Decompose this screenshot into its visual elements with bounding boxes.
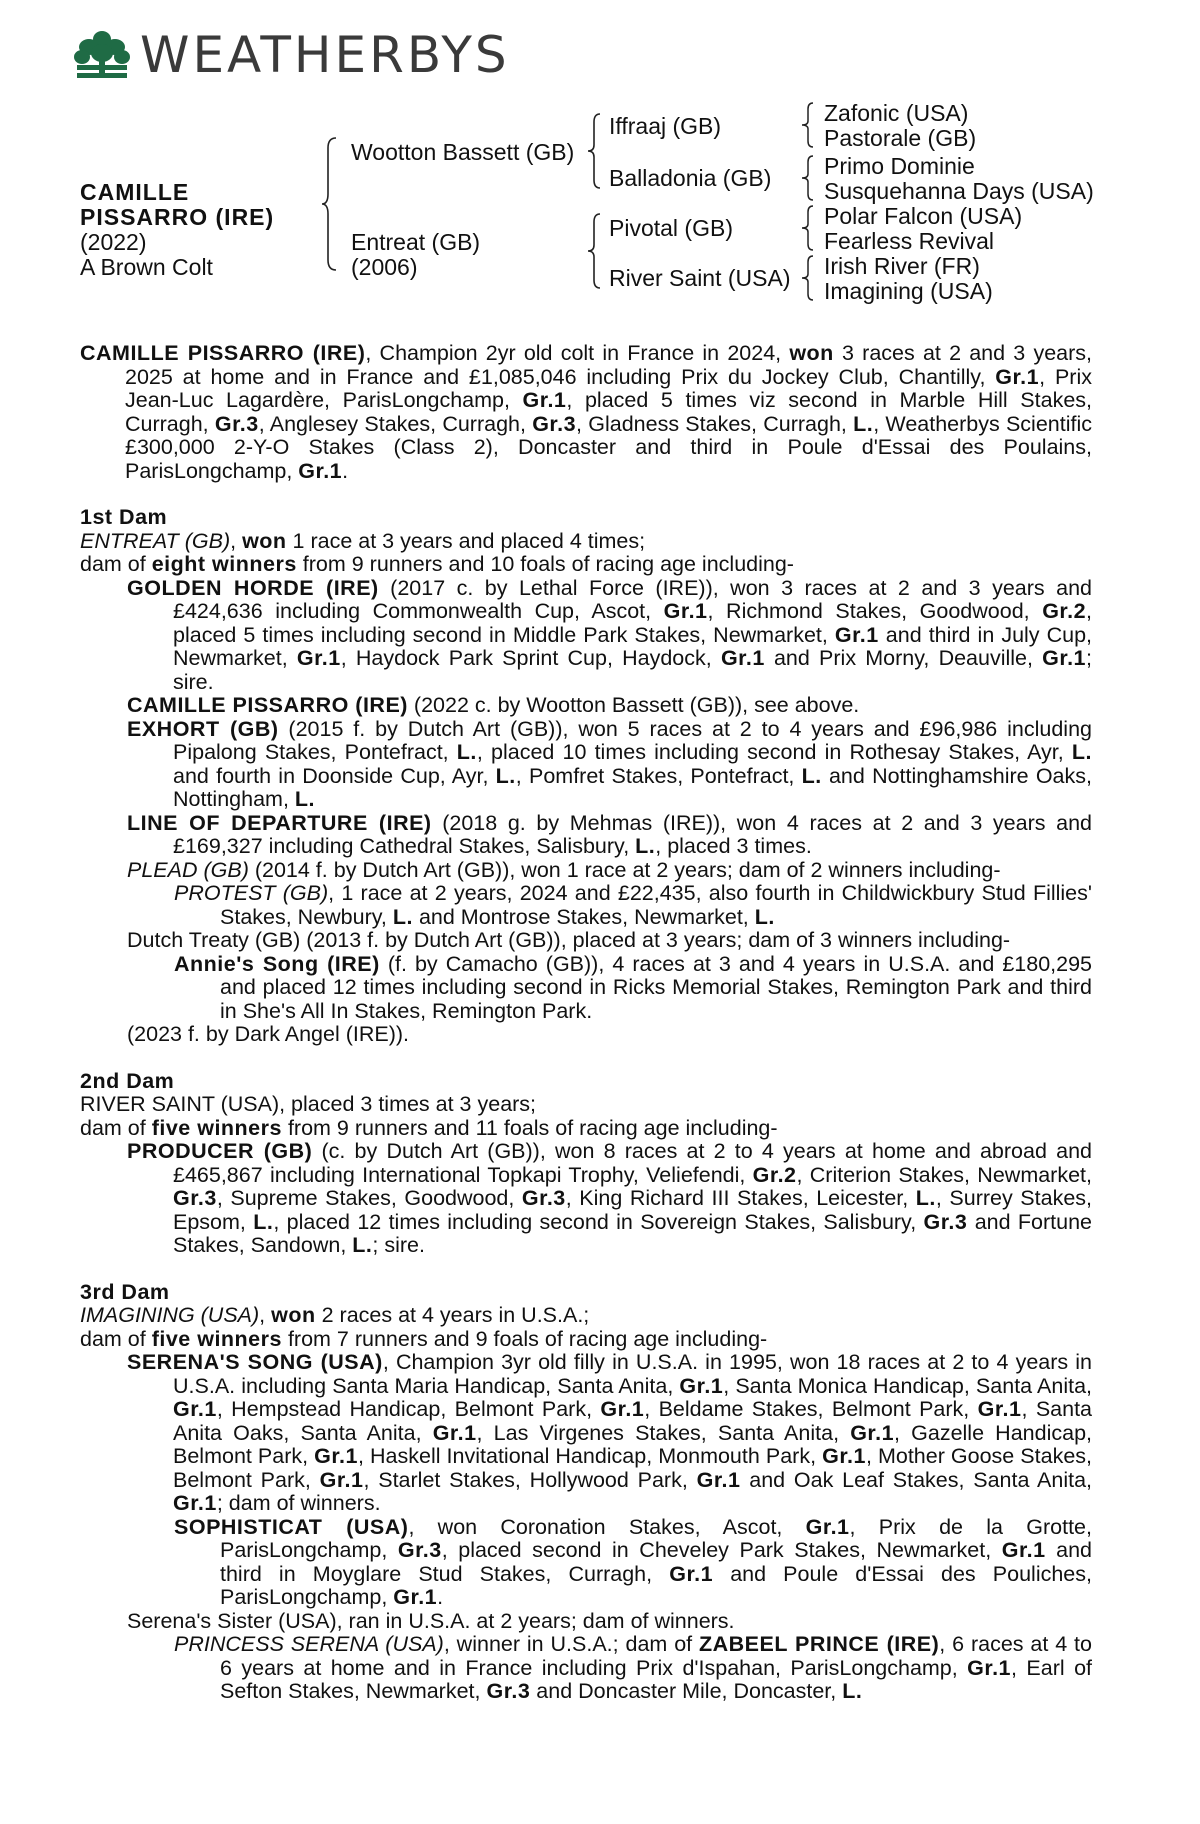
sophisticat-entry: SOPHISTICAT (USA), won Coronation Stakes, Ascot, Gr.1, Prix de la Grotte, ParisLongchamp, Gr.3, placed second in Cheveley Park Stakes, Newmarket, Gr.1 and third in Moyglare Stud Stakes, Curragh, Gr.1 and Poule d'Essai des Pouliches, ParisLongchamp, Gr.1. <box>174 1514 1092 1609</box>
sire: Wootton Bassett (GB) <box>351 139 575 165</box>
second-dam-produce-line: dam of five winners from 9 runners and 11 foals of racing age including- <box>80 1115 778 1140</box>
subject-description: A Brown Colt <box>80 254 213 280</box>
dam-dam: River Saint (USA) <box>609 265 791 291</box>
brace-7 <box>800 254 816 302</box>
serenas-song-entry: SERENA'S SONG (USA), Champion 3yr old filly in U.S.A. in 1995, won 18 races at 2 to 4 years in U.S.A. including Santa Maria Handicap, Santa Anita, Gr.1, Santa Monica Handicap, Santa Anita, Gr.1, Hempstead Handicap, Belmont Park, Gr.1, Beldame Stakes, Belmont Park, Gr.1, Santa Anita Oaks, Santa Anita, Gr.1, Las Virgenes Stakes, Santa Anita, Gr.1, Gazelle Handicap, Belmont Park, Gr.1, Haskell Invitational Handicap, Monmouth Park, Gr.1, Mother Goose Stakes, Belmont Park, Gr.1, Starlet Stakes, Hollywood Park, Gr.1 and Oak Leaf Stakes, Santa Anita, Gr.1; dam of winners. <box>127 1350 1093 1515</box>
brand-name: WEATHERBYS <box>140 26 510 84</box>
brace-4 <box>800 101 816 149</box>
g3-4: Susquehanna Days (USA) <box>824 178 1094 204</box>
g3-8: Imagining (USA) <box>824 278 993 304</box>
annies-song-entry: Annie's Song (IRE) (f. by Camacho (GB)), 4 races at 3 and 4 years in U.S.A. and £180,295 and placed 12 times including second in Ricks Memorial Stakes, Remington Park and third in She's All In Stakes, Remington Park. <box>174 951 1092 1023</box>
catalogue-text <box>80 342 1092 1704</box>
first-dam-line: ENTREAT (GB), won 1 race at 3 years and placed 4 times; <box>80 528 646 553</box>
serenas-sister-entry: Serena's Sister (USA), ran in U.S.A. at 2 years; dam of winners. <box>127 1608 735 1633</box>
g3-3: Primo Dominie <box>824 153 975 179</box>
g3-5: Polar Falcon (USA) <box>824 203 1023 229</box>
princess-serena-entry: PRINCESS SERENA (USA), winner in U.S.A.; dam of ZABEEL PRINCE (IRE), 6 races at 4 to 6 years at home and in France including Prix d'Ispahan, ParisLongchamp, Gr.1, Earl of Sefton Stakes, Newmarket, Gr.3 and Doncaster Mile, Doncaster, L. <box>174 1632 1092 1703</box>
subject-name-line2: PISSARRO (IRE) <box>80 204 275 230</box>
second-dam-line: RIVER SAINT (USA), placed 3 times at 3 years; <box>80 1092 537 1116</box>
pedigree-table <box>0 0 1200 330</box>
brace-2 <box>586 112 604 190</box>
first-dam-produce-line: dam of eight winners from 9 runners and 10 foals of racing age including- <box>80 552 794 576</box>
g3-7: Irish River (FR) <box>824 253 980 279</box>
exhort-entry: EXHORT (GB) (2015 f. by Dutch Art (GB)), won 5 races at 2 to 4 years and £96,986 including Pipalong Stakes, Pontefract, L., placed 10 times including second in Rothesay Stakes, Ayr, L. and fourth in Doonside Cup, Ayr, L., Pomfret Stakes, Pontefract, L. and Nottinghamshire Oaks, Nottingham, L. <box>127 716 1092 811</box>
subject-year: (2022) <box>80 229 147 255</box>
subject-name-line1: CAMILLE <box>80 179 190 205</box>
dam: Entreat (GB) <box>351 229 481 255</box>
golden-horde-entry: GOLDEN HORDE (IRE) (2017 c. by Lethal Force (IRE)), won 3 races at 2 and 3 years and £424,636 including Commonwealth Cup, Ascot, Gr.1, Richmond Stakes, Goodwood, Gr.2, placed 5 times including second in Middle Park Stakes, Newmarket, Gr.1 and third in July Cup, Newmarket, Gr.1, Haydock Park Sprint Cup, Haydock, Gr.1 and Prix Morny, Deauville, Gr.1; sire. <box>127 575 1093 694</box>
brace-6 <box>800 204 816 252</box>
brace-5 <box>800 154 816 202</box>
g3-2: Pastorale (GB) <box>824 125 977 151</box>
brace-1 <box>320 136 344 272</box>
dam-year: (2006) <box>351 254 418 280</box>
third-dam-produce-line: dam of five winners from 7 runners and 9 foals of racing age including- <box>80 1326 768 1351</box>
brace-3 <box>586 212 604 290</box>
g3-6: Fearless Revival <box>824 228 994 254</box>
third-dam-heading: 3rd Dam <box>80 1279 170 1304</box>
second-dam-heading: 2nd Dam <box>80 1068 175 1093</box>
camille-entry: CAMILLE PISSARRO (IRE) (2022 c. by Wootton Bassett (GB)), see above. <box>127 693 860 717</box>
dark-angel-filly-entry: (2023 f. by Dark Angel (IRE)). <box>127 1022 409 1046</box>
first-dam-heading: 1st Dam <box>80 505 168 529</box>
dam-sire: Pivotal (GB) <box>609 215 733 241</box>
line-of-departure-entry: LINE OF DEPARTURE (IRE) (2018 g. by Mehmas (IRE)), won 4 races at 2 and 3 years and £169,327 including Cathedral Stakes, Salisbury, L., placed 3 times. <box>127 810 1092 858</box>
g3-1: Zafonic (USA) <box>824 100 969 126</box>
sire-sire: Iffraaj (GB) <box>609 113 722 139</box>
plead-entry: PLEAD (GB) (2014 f. by Dutch Art (GB)), won 1 race at 2 years; dam of 2 winners including- <box>127 857 1001 882</box>
producer-entry: PRODUCER (GB) (c. by Dutch Art (GB)), won 8 races at 2 to 4 years at home and abroad and £465,867 including International Topkapi Trophy, Veliefendi, Gr.2, Criterion Stakes, Newmarket, Gr.3, Supreme Stakes, Goodwood, Gr.3, King Richard III Stakes, Leicester, L., Surrey Stakes, Epsom, L., placed 12 times including second in Sovereign Stakes, Salisbury, Gr.3 and Fortune Stakes, Sandown, L.; sire. <box>127 1139 1093 1257</box>
protest-entry: PROTEST (GB), 1 race at 2 years, 2024 and £22,435, also fourth in Childwickbury Stud Fillies' Stakes, Newbury, L. and Montrose Stakes, Newmarket, L. <box>174 881 1092 929</box>
sire-dam: Balladonia (GB) <box>609 165 772 191</box>
intro-paragraph: CAMILLE PISSARRO (IRE), Champion 2yr old colt in France in 2024, won 3 races at 2 and 3 years, 2025 at home and in France and £1,085,046 including Prix du Jockey Club, Chantilly, Gr.1, Prix Jean-Luc Lagardère, ParisLongchamp, Gr.1, placed 5 times viz second in Marble Hill Stakes, Curragh, Gr.3, Anglesey Stakes, Curragh, Gr.3, Gladness Stakes, Curragh, L., Weatherbys Scientific £300,000 2-Y-O Stakes (Class 2), Doncaster and third in Poule d'Essai des Poulains, ParisLongchamp, Gr.1. <box>80 341 1092 483</box>
third-dam-line: IMAGINING (USA), won 2 races at 4 years in U.S.A.; <box>80 1303 590 1327</box>
dutch-treaty-entry: Dutch Treaty (GB) (2013 f. by Dutch Art (GB)), placed at 3 years; dam of 3 winners including- <box>127 928 1011 952</box>
